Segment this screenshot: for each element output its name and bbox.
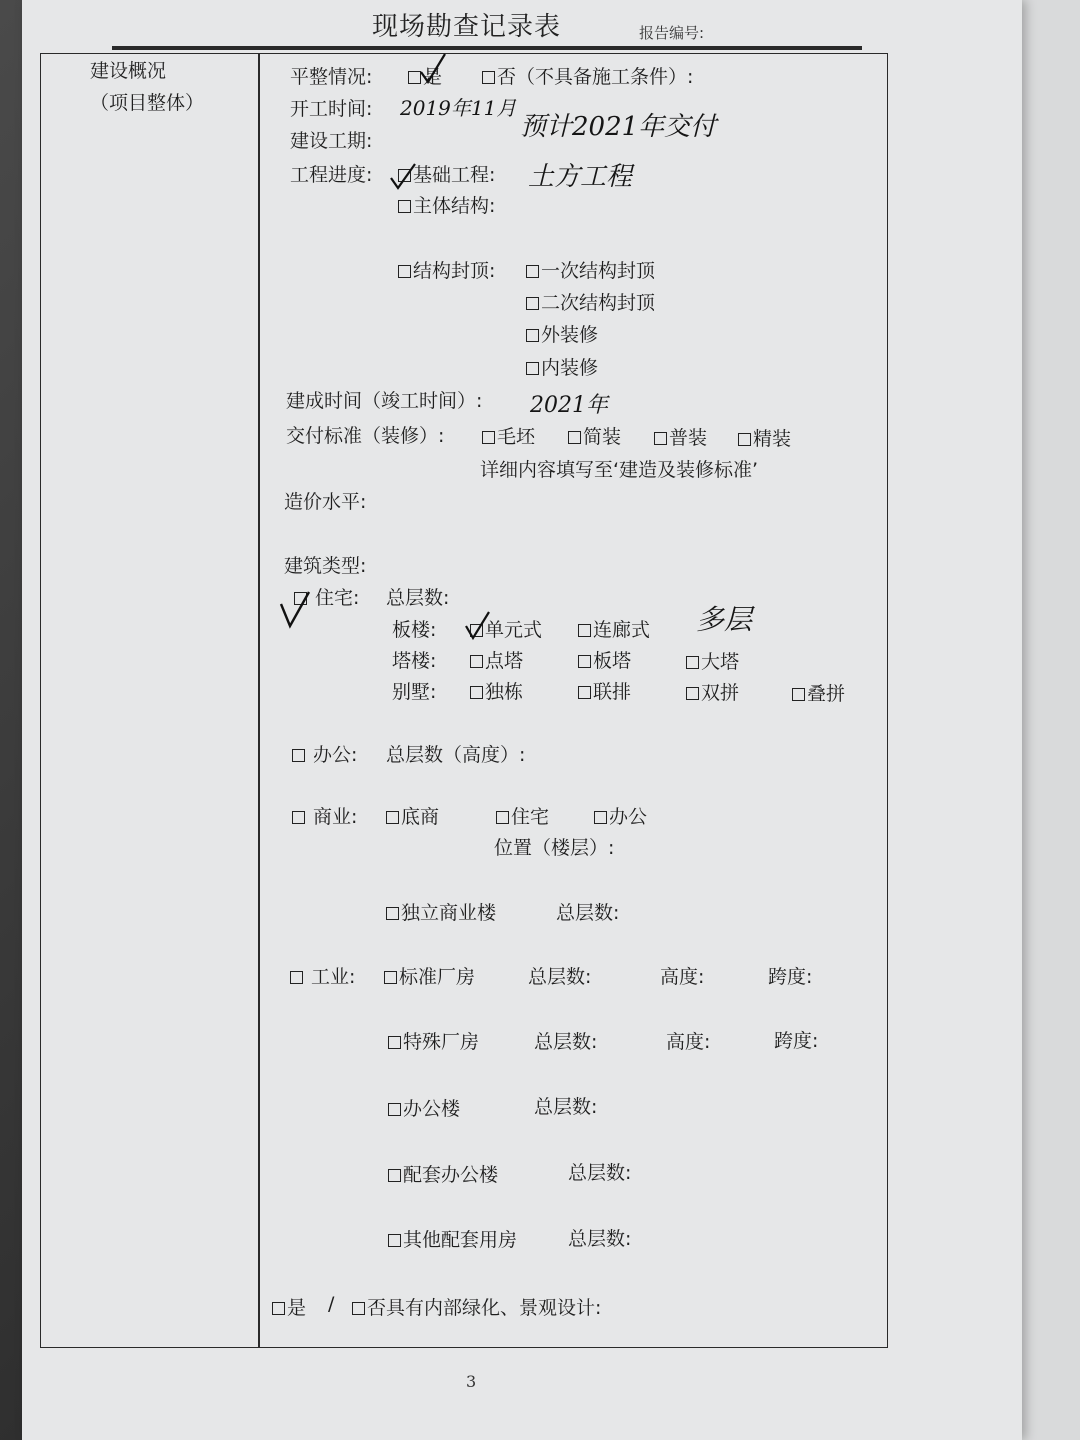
checkmark-icon bbox=[278, 590, 312, 630]
checkbox-icon[interactable] bbox=[386, 907, 399, 920]
checkbox-icon[interactable] bbox=[578, 624, 591, 637]
special-factory-span-label: 跨度: bbox=[774, 1030, 819, 1052]
commercial-sub-option[interactable]: 底商 bbox=[386, 802, 439, 829]
greening-yes-option[interactable]: 是 bbox=[272, 1293, 306, 1320]
roof-first-option[interactable]: 一次结构封顶 bbox=[526, 256, 655, 283]
checkbox-icon[interactable] bbox=[526, 297, 539, 310]
office-floors-label: 总层数（高度）: bbox=[386, 744, 526, 766]
form-table bbox=[40, 53, 888, 1348]
standard-factory-height-label: 高度: bbox=[660, 966, 705, 988]
slab-option[interactable]: 单元式 bbox=[470, 615, 542, 642]
standalone-commercial-option[interactable]: 独立商业楼 bbox=[386, 898, 496, 925]
commercial-option[interactable]: 商业: bbox=[292, 802, 357, 829]
checkbox-icon[interactable] bbox=[398, 265, 411, 278]
start-time-handwriting: 2019年11月 bbox=[400, 96, 517, 120]
checkbox-icon[interactable] bbox=[398, 200, 411, 213]
checkbox-icon[interactable] bbox=[384, 971, 397, 984]
flatness-no-option[interactable]: 否（不具备施工条件）: bbox=[482, 62, 693, 89]
roof-second-option[interactable]: 二次结构封顶 bbox=[526, 288, 655, 315]
checkbox-icon[interactable] bbox=[386, 811, 399, 824]
villa-option[interactable]: 独栋 bbox=[470, 677, 523, 704]
checkbox-icon[interactable] bbox=[578, 655, 591, 668]
checkbox-icon[interactable] bbox=[482, 71, 495, 84]
delivery-note: 详细内容填写至‘建造及装修标准’ bbox=[480, 459, 759, 481]
slab-option[interactable]: 连廊式 bbox=[578, 615, 650, 642]
tower-label: 塔楼: bbox=[392, 650, 437, 672]
main-structure-option[interactable]: 主体结构: bbox=[398, 191, 495, 218]
support-office-floors-label: 总层数: bbox=[568, 1162, 632, 1184]
residential-floors-label: 总层数: bbox=[386, 587, 450, 609]
report-number-label: 报告编号: bbox=[639, 24, 705, 42]
checkbox-icon[interactable] bbox=[470, 686, 483, 699]
villa-label: 别墅: bbox=[392, 681, 437, 703]
checkbox-icon[interactable] bbox=[686, 687, 699, 700]
standard-factory-floors-label: 总层数: bbox=[528, 966, 592, 988]
checkbox-icon[interactable] bbox=[388, 1234, 401, 1247]
checkbox-icon[interactable] bbox=[292, 749, 305, 762]
villa-option[interactable]: 双拼 bbox=[686, 678, 739, 705]
checkbox-icon[interactable] bbox=[388, 1169, 401, 1182]
start-time-note-handwriting: 预计2021年交付 bbox=[520, 112, 717, 142]
delivery-option[interactable]: 精装 bbox=[738, 424, 791, 451]
page-title: 现场勘查记录表 bbox=[372, 12, 562, 42]
tower-option[interactable]: 点塔 bbox=[470, 646, 523, 673]
tower-option[interactable]: 板塔 bbox=[578, 646, 631, 673]
office-building-floors-label: 总层数: bbox=[534, 1096, 598, 1118]
office-building-option[interactable]: 办公楼 bbox=[388, 1094, 460, 1121]
page-number: 3 bbox=[466, 1372, 477, 1391]
checkbox-icon[interactable] bbox=[388, 1036, 401, 1049]
exterior-option[interactable]: 外装修 bbox=[526, 320, 598, 347]
delivery-option[interactable]: 简装 bbox=[568, 422, 621, 449]
office-option[interactable]: 办公: bbox=[292, 740, 357, 767]
special-factory-floors-label: 总层数: bbox=[534, 1031, 598, 1053]
flatness-label: 平整情况: bbox=[290, 66, 373, 88]
checkbox-icon[interactable] bbox=[482, 431, 495, 444]
cost-label: 造价水平: bbox=[284, 491, 367, 513]
checkbox-icon[interactable] bbox=[792, 688, 805, 701]
industrial-option[interactable]: 工业: bbox=[290, 962, 355, 989]
header-rule-thick bbox=[112, 46, 862, 50]
special-factory-height-label: 高度: bbox=[666, 1031, 711, 1053]
flatness-yes-option[interactable]: 是 bbox=[408, 62, 442, 89]
commercial-position-label: 位置（楼层）: bbox=[494, 837, 615, 859]
greening-slash: / bbox=[328, 1293, 335, 1315]
commercial-sub-option[interactable]: 办公 bbox=[594, 802, 647, 829]
column-divider bbox=[258, 53, 260, 1348]
checkbox-icon[interactable] bbox=[526, 329, 539, 342]
checkbox-icon[interactable] bbox=[526, 265, 539, 278]
greening-no-option[interactable]: 否具有内部绿化、景观设计: bbox=[352, 1293, 601, 1320]
slab-handwriting: 多层 bbox=[696, 603, 753, 636]
checkbox-icon[interactable] bbox=[272, 1302, 285, 1315]
standalone-floors-label: 总层数: bbox=[556, 902, 620, 924]
period-label: 建设工期: bbox=[290, 130, 373, 152]
roof-option[interactable]: 结构封顶: bbox=[398, 256, 495, 283]
section-label: 建设概况 bbox=[90, 60, 167, 82]
commercial-sub-option[interactable]: 住宅 bbox=[496, 802, 549, 829]
section-sublabel: （项目整体） bbox=[90, 92, 205, 114]
checkmark-icon bbox=[388, 160, 418, 194]
foundation-option[interactable]: 基础工程: bbox=[398, 160, 495, 187]
checkbox-icon[interactable] bbox=[290, 971, 303, 984]
checkbox-icon[interactable] bbox=[496, 811, 509, 824]
checkbox-icon[interactable] bbox=[388, 1103, 401, 1116]
checkbox-icon[interactable] bbox=[352, 1302, 365, 1315]
other-support-option[interactable]: 其他配套用房 bbox=[388, 1225, 517, 1252]
other-support-floors-label: 总层数: bbox=[568, 1228, 632, 1250]
checkmark-icon bbox=[418, 52, 448, 86]
support-office-option[interactable]: 配套办公楼 bbox=[388, 1160, 498, 1187]
completion-label: 建成时间（竣工时间）: bbox=[286, 390, 483, 412]
residential-option[interactable]: 住宅: bbox=[294, 583, 359, 610]
special-factory-option[interactable]: 特殊厂房 bbox=[388, 1027, 479, 1054]
tower-option[interactable]: 大塔 bbox=[686, 647, 739, 674]
interior-option[interactable]: 内装修 bbox=[526, 353, 598, 380]
standard-factory-option[interactable]: 标准厂房 bbox=[384, 962, 475, 989]
checkbox-icon[interactable] bbox=[686, 656, 699, 669]
checkbox-icon[interactable] bbox=[594, 811, 607, 824]
checkbox-icon[interactable] bbox=[526, 362, 539, 375]
checkbox-icon[interactable] bbox=[470, 655, 483, 668]
checkmark-icon bbox=[462, 610, 492, 644]
start-time-label: 开工时间: bbox=[290, 98, 373, 120]
delivery-option[interactable]: 毛坯 bbox=[482, 422, 535, 449]
foundation-handwriting: 土方工程 bbox=[528, 162, 633, 192]
villa-option[interactable]: 叠拼 bbox=[792, 679, 845, 706]
building-type-label: 建筑类型: bbox=[284, 555, 367, 577]
checkbox-icon[interactable] bbox=[738, 433, 751, 446]
checkbox-icon[interactable] bbox=[292, 811, 305, 824]
slab-label: 板楼: bbox=[392, 619, 437, 641]
checkbox-icon[interactable] bbox=[654, 432, 667, 445]
standard-factory-span-label: 跨度: bbox=[768, 966, 813, 988]
delivery-label: 交付标准（装修）: bbox=[286, 425, 445, 447]
checkbox-icon[interactable] bbox=[568, 431, 581, 444]
checkbox-icon[interactable] bbox=[578, 686, 591, 699]
completion-handwriting: 2021年 bbox=[530, 393, 608, 418]
delivery-option[interactable]: 普装 bbox=[654, 423, 707, 450]
villa-option[interactable]: 联排 bbox=[578, 677, 631, 704]
progress-label: 工程进度: bbox=[290, 164, 373, 186]
